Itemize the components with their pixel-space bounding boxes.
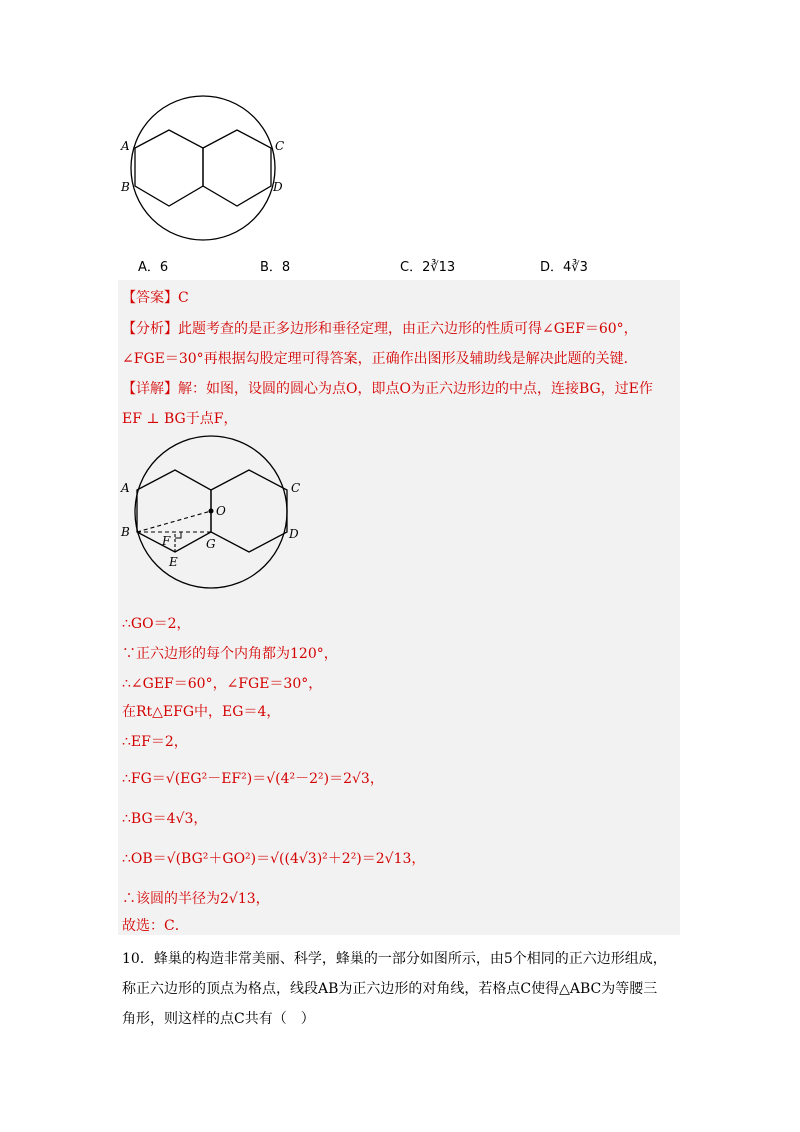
label-o: O [216,504,226,518]
analysis-line-2: ∠FGE＝30°再根据勾股定理可得答案，正确作出图形及辅助线是解决此题的关键． [122,351,638,367]
label-c: C [275,139,285,153]
answer-line: 【答案】C [122,290,189,306]
detail-line-1: 【详解】解：如图，设圆的圆心为点O，即点O为正六边形边的中点，连接BG，过E作 [122,381,653,397]
answer-options [138,256,658,276]
label-a: A [121,139,130,153]
label-a: A [121,481,130,495]
label-c: C [291,481,301,495]
left-hexagon [135,130,203,206]
step-2: ∵正六边形的每个内角都为120°， [122,646,338,662]
label-e: E [169,555,178,569]
figure-solution-diagram [115,432,305,592]
option-b: B．8 [260,260,291,275]
label-d: D [289,527,299,541]
right-angle-mark [175,532,181,538]
label-b: B [121,525,130,539]
question-10-line-3: 角形，则这样的点C共有（ ） [122,1011,315,1027]
left-hexagon [137,470,211,552]
figure-circle-hexagons [115,92,295,244]
step-9: ∴该圆的半径为2√13， [122,891,270,907]
option-c: C．2∛13 [400,260,456,275]
step-3: ∴∠GEF＝60°，∠FGE＝30°， [122,676,323,692]
step-8: ∴OB＝√(BG²＋GO²)＝√((4√3)²＋2²)＝2√13， [122,851,426,867]
right-hexagon [203,130,271,206]
segment-bo [137,511,211,532]
question-10-line-1: 10．蜂巢的构造非常美丽、科学，蜂巢的一部分如图所示，由5个相同的正六边形组成， [122,951,667,967]
step-4: 在Rt△EFG中，EG＝4， [122,704,281,720]
label-f: F [162,534,171,548]
question-10-line-2: 称正六边形的顶点为格点，线段AB为正六边形的对角线，若格点C使得△ABC为等腰三 [122,981,658,997]
label-d: D [273,180,283,194]
label-g: G [206,537,216,551]
label-b: B [121,180,130,194]
step-6: ∴FG＝√(EG²－EF²)＝√(4²－2²)＝2√3， [122,771,384,787]
step-1: ∴GO＝2， [122,616,191,632]
analysis-line-1: 【分析】此题考查的是正多边形和垂径定理，由正六边形的性质可得∠GEF＝60°， [122,321,638,337]
choose-line: 故选：C． [122,918,189,934]
step-5: ∴EF＝2， [122,734,188,750]
step-7: ∴BG＝4√3， [122,811,208,827]
detail-line-2: EF ⊥ BG于点F， [122,411,238,427]
option-d: D．4∛3 [540,260,588,275]
point-o [209,509,214,514]
option-a: A．6 [138,260,169,275]
